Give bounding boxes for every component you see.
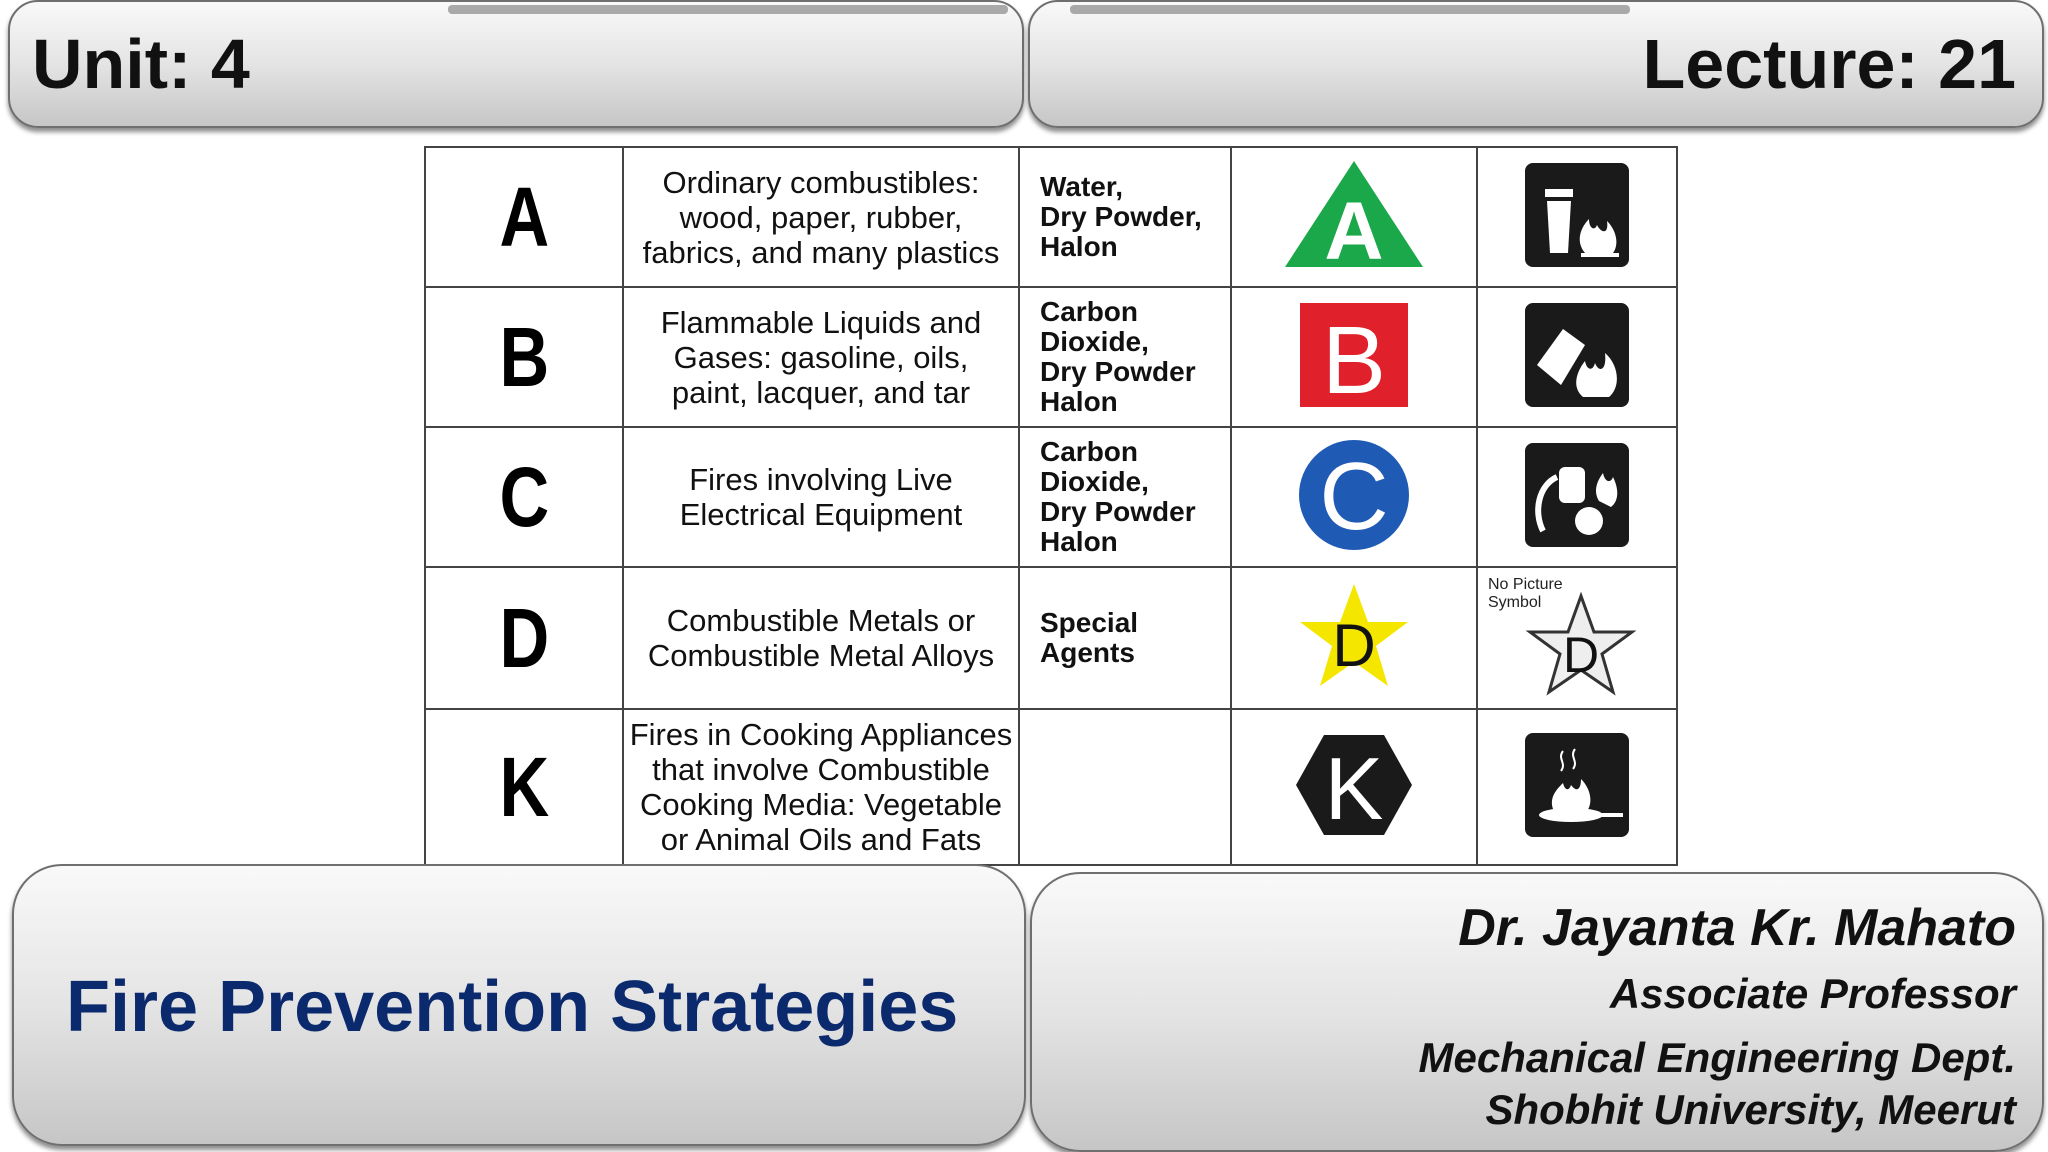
class-k-hexagon-symbol [1292,731,1416,839]
description-cell: Combustible Metals or Combustible Metal Alloys [623,567,1019,709]
no-picture-note: No Picture Symbol [1488,576,1563,611]
table-row-class-c [425,427,1677,567]
pictogram-cell [1477,567,1677,709]
pictogram-cell [1477,287,1677,427]
class-letter: A [499,169,549,264]
author-university: Shobhit University, Meerut [1485,1086,2016,1133]
agents-cell: Water, Dry Powder, Halon [1019,147,1231,287]
pictogram-cell [1477,709,1677,865]
fire-class-table [424,146,1678,866]
table-row-class-b [425,287,1677,427]
class-letter: D [499,590,549,685]
agents-cell: Special Agents [1019,567,1231,709]
pictogram-cell [1477,147,1677,287]
star-outline-icon [1526,592,1636,696]
agents-cell: Carbon Dioxide, Dry Powder Halon [1019,287,1231,427]
unit-label: Unit: 4 [32,25,250,103]
fuel-can-fire-icon [1523,301,1631,409]
class-letter: K [499,739,549,834]
unit-panel [8,0,1024,128]
class-d-star-symbol [1294,580,1414,692]
class-letter: C [499,449,549,544]
author-position: Associate Professor [1609,970,2016,1017]
author-department: Mechanical Engineering Dept. [1418,1034,2016,1081]
symbol-cell [1231,427,1477,567]
title-panel [12,864,1026,1146]
agents-cell [1019,709,1231,865]
class-cell [425,427,623,567]
symbol-letter: C [1319,442,1389,550]
pictogram-letter: D [1562,627,1600,683]
symbol-letter: D [1332,611,1376,679]
trash-can-fire-icon [1523,161,1631,269]
symbol-letter: K [1324,738,1384,838]
class-letter: B [499,309,549,404]
class-cell [425,567,623,709]
frying-pan-fire-icon [1523,731,1631,839]
symbol-letter: B [1321,306,1387,409]
lecture-panel-topbar [1070,5,1630,14]
author-panel [1030,872,2044,1152]
class-c-circle-symbol [1296,437,1412,553]
symbol-letter: A [1324,185,1384,275]
class-cell [425,709,623,865]
electric-plug-fire-icon [1523,441,1631,549]
table-row-class-d [425,567,1677,709]
class-cell [425,147,623,287]
table-row-class-k [425,709,1677,865]
lecture-panel [1028,0,2044,128]
description-cell: Fires in Cooking Appliances that involve Combustible Cooking Media: Vegetable or Animal Oils and Fats [623,709,1019,865]
slide-title: Fire Prevention Strategies [66,967,959,1047]
lecture-label: Lecture: 21 [1642,25,2016,103]
class-a-triangle-symbol [1279,155,1429,275]
unit-panel-topbar [448,5,1008,14]
author-name: Dr. Jayanta Kr. Mahato [1458,899,2016,957]
table-row-class-a [425,147,1677,287]
class-cell [425,287,623,427]
description-cell: Flammable Liquids and Gases: gasoline, oils, paint, lacquer, and tar [623,287,1019,427]
class-b-square-symbol [1298,301,1410,409]
symbol-cell [1231,567,1477,709]
symbol-cell [1231,147,1477,287]
pictogram-cell [1477,427,1677,567]
agents-cell: Carbon Dioxide, Dry Powder Halon [1019,427,1231,567]
description-cell: Ordinary combustibles: wood, paper, rubber, fabrics, and many plastics [623,147,1019,287]
description-cell: Fires involving Live Electrical Equipment [623,427,1019,567]
symbol-cell [1231,709,1477,865]
symbol-cell [1231,287,1477,427]
